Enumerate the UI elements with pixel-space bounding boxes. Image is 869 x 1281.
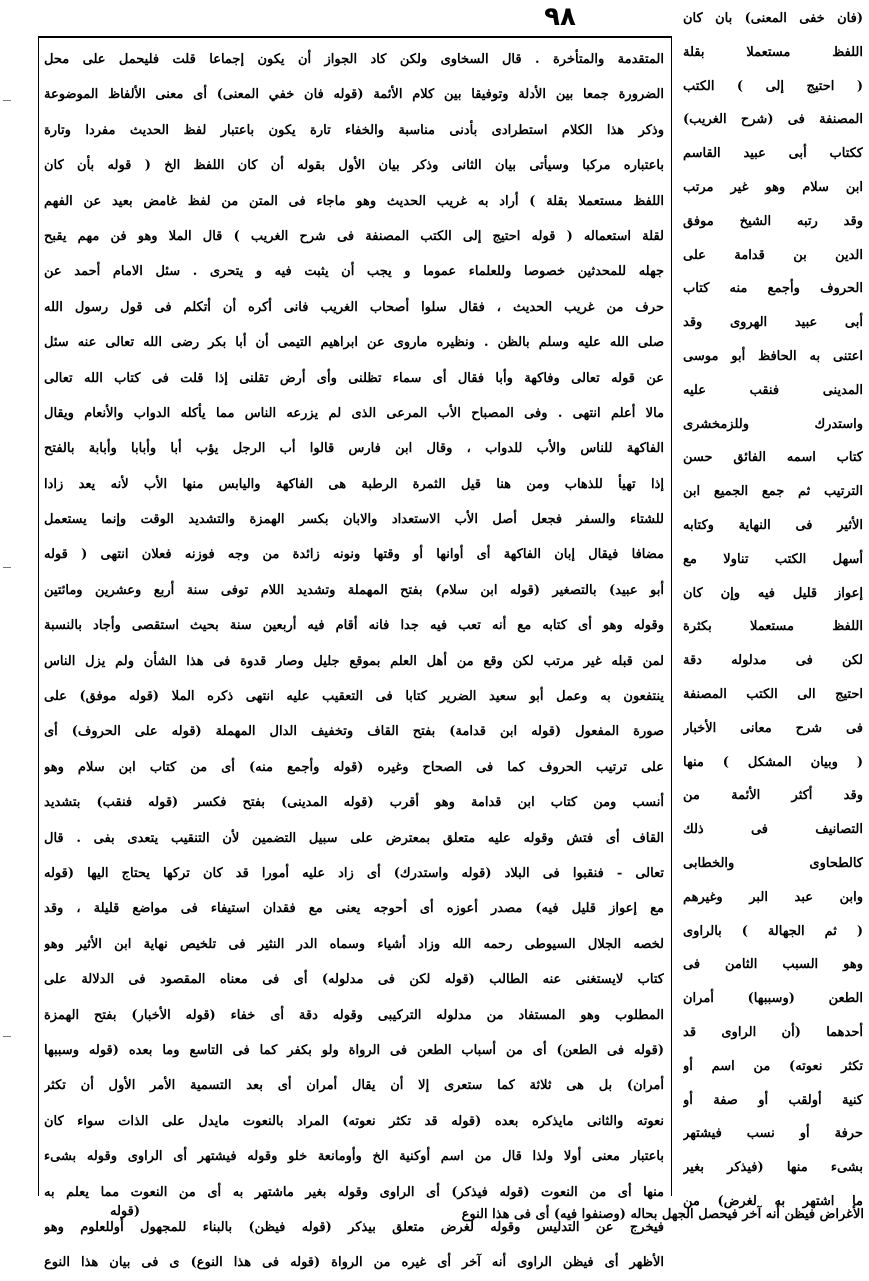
sidebar-line: وابن عبد البر وغيرهم [683, 889, 863, 905]
commentary-line: الأظهر أى فيظن الراوى أنه آخر أى غيره من الرواة (قوله فى هذا النوع) ى فى بيان هذا النوع [44, 1255, 664, 1271]
sidebar-line: ابن سلام وهو غير مرتب [683, 179, 863, 195]
commentary-line: جهله للمحدثين خصوصا وللعلماء عموما و يجب أن يثبت فيه و يتحرى . سئل الامام أحمد عن [44, 264, 664, 280]
commentary-line: صلى الله عليه وسلم بالظن . ونظيره ماروى عن ابراهيم التيمى أن أبا بكر رضى الله تعالى عنه سئل [44, 335, 664, 351]
sidebar-line: أبى عبيد الهروى وقد [683, 315, 863, 331]
commentary-line: للشتاء والسفر فجعل أصل الأب الاستعداد والابان بكسر الهمزة والتشديد الوقت وإنما يستعمل [44, 512, 664, 528]
commentary-line: فيخرج عن التدليس وقوله لغرض متعلق بيذكر (قوله فيظن) بالبناء للمجهول أوللعلوم وهو [44, 1219, 664, 1235]
commentary-line: وقوله وهو أى كتابه مع أنه تعب فيه جدا فانه أقام فيه أربعين سنة بحيث استقصى وأجاد بالنسبة [44, 618, 664, 634]
sidebar-line: كالطحاوى والخطابى [683, 855, 863, 871]
sidebar-line: وقد رتبه الشيخ موفق [683, 213, 863, 229]
sidebar-line: ككتاب أبى عبيد القاسم [683, 146, 863, 162]
sidebar-line: أحدهما (أن الراوى قد [683, 1024, 863, 1040]
commentary-line: لقلة استعماله ( قوله احتيج إلى الكتب المصنفة فى شرح الغريب ) قال الملا وهو فن مهم يقبح [44, 228, 664, 244]
sidebar-line: واستدرك وللزمخشرى [683, 416, 863, 432]
commentary-line: باعتبار معنى أولا ولذا قال من اسم أوكنية الخ وأومانعة خلو وقوله فيشتهر أى الراوى وقوله بشىء [44, 1149, 664, 1165]
commentary-text [44, 42, 664, 1281]
sidebar-line: ما اشتهر به لغرض) من [683, 1193, 863, 1209]
catchword: (قوله [110, 1204, 141, 1219]
sidebar-line: الحروف وأجمع منه كتاب [683, 281, 863, 297]
sidebar-line: كتاب اسمه الفائق حسن [683, 450, 863, 466]
sidebar-line: المدينى فنقب عليه [683, 382, 863, 398]
sidebar-line: ( احتيج إلى ) الكتب [683, 78, 863, 94]
commentary-line: أمران) بل هى ثلاثة كما ستعرى إلا أن يقال أمران أى بعد التسمية الأمر الأول أن تكثر [44, 1078, 664, 1094]
commentary-line: عن قوله تعالى وفاكهة وأبا فقال أى سماء تظلنى وأى أرض تقلنى إذا قلت فى كتاب الله تعالى [44, 370, 664, 386]
commentary-line: حرف من غريب الحديث ، فقال سلوا أصحاب الغريب فانى أكره أن أتكلم فى قول رسول الله [44, 299, 664, 315]
commentary-line: أنسب ومن كتاب ابن قدامة وهو أقرب (قوله المدينى) بفتح فكسر (قوله فنقب) بتشديد [44, 795, 664, 811]
sidebar-line: الترتيب ثم جمع الجميع ابن [683, 484, 863, 500]
sidebar-line: (فان خفى المعنى) بان كان [683, 11, 863, 26]
commentary-line: الضرورة جمعا بين الأدلة وتوفيقا بين كلام الأئمة (قوله فان خفي المعنى) أى معنى الألفاظ الموضوعة [44, 87, 664, 103]
commentary-line: منها أى من النعوت (قوله فيذكر) أى الراوى وقوله بغير ماشتهر به أى من النعوت مما يعلم به [44, 1184, 664, 1200]
commentary-line: القاف أى فتش وقوله عليه متعلق بمعترض على سبيل التضمين لأن التنقيب يتعدى بفى . قال [44, 830, 664, 846]
sidebar-line: فى شرح معانى الأخبار [683, 720, 863, 736]
sidebar-line: الطعن (وسببها) أمران [683, 991, 863, 1007]
commentary-line: مضافا فيقال إبان الفاكهة أى أوانها أو وقتها ونونه زائدة من وجه فوزنه فعلان انتهى ( قوله [44, 547, 664, 563]
commentary-line: على ترتيب الحروف كما فى الصحاح وغيره (قوله وأجمع منه) أى من كتاب ابن سلام وهو [44, 759, 664, 775]
sidebar-line: بشىء منها (فيذكر بغير [683, 1160, 863, 1176]
sidebar-line: الأثير فى النهاية وكتابه [683, 517, 863, 533]
sidebar-line: إعواز قليل فيه وإن كان [683, 585, 863, 601]
commentary-line: تعالى - فنقبوا فى البلاد (قوله واستدرك) أى زاد عليه أمورا قد كان تركها يحتاج اليها (قوله [44, 865, 664, 881]
sidebar-line: اعتنى به الحافظ أبو موسى [683, 348, 863, 364]
commentary-line: لمن قبله غير مرتب لكن وقع من أهل العلم بموقع جليل وصار قدوة فى هذا الشأن ولم يزل الناس [44, 653, 664, 669]
sidebar-line: أسهل الكتب تناولا مع [683, 551, 863, 567]
footer-line: الأغراض فيظن أنه آخر فيحصل الجهل بحاله (وصنفوا فيه) أى فى هذا النوع [461, 1207, 864, 1222]
commentary-line: أبو عبيد) بالتصغير (قوله ابن سلام) بفتح المهملة وتشديد اللام توفى سنة أربع وعشرين ومائتين [44, 582, 664, 598]
commentary-line: صورة المفعول (قوله ابن قدامة) بفتح القاف وتخفيف الدال المهملة (قوله على الحروف) أى [44, 724, 664, 740]
page-number: ٩٨ [544, 2, 576, 32]
commentary-line: اللفظ مستعملا بقلة ) أراد به غريب الحديث وهو ماجاء فى المتن من لفظ غامض بعيد عن الفهم [44, 193, 664, 209]
margin-mark [3, 100, 11, 101]
commentary-line: الفاكهة للناس والأب للدواب ، وقال ابن فارس قالوا أب الرجل يؤب أبا وأبابا وأبابة بالفتح [44, 441, 664, 457]
sidebar-line: اللفظ مستعملا بكثرة [683, 619, 863, 635]
commentary-line: باعتباره مركبا وسيأتى بيان الثانى وذكر بيان الأول بقوله أن كان اللفظ الخ ( قوله بأن كان [44, 158, 664, 174]
sidebar-line: التصانيف فى ذلك [683, 822, 863, 838]
sidebar-line: وقد أكثر الأئمة من [683, 788, 863, 804]
commentary-line: إذا تهيأ للذهاب ومن هنا قيل الثمرة الرطبة هى الفاكهة واليابس منها الأب لأنه يعد زادا [44, 476, 664, 492]
commentary-line: (قوله فى الطعن) أى من أسباب الطعن فى الرواة ولو بكفر كما فى التاسع وما بعده (قوله وسببها [44, 1042, 664, 1058]
sidebar-line: اللفظ مستعملا بقلة [683, 44, 863, 60]
sidebar-line: احتيج الى الكتب المصنفة [683, 686, 863, 702]
commentary-line: مالا أعلم انتهى . وفى المصباح الأب المرعى الذى لم يزرعه الناس مما يأكله الدواب والأنعام ويقال [44, 405, 664, 421]
commentary-line: لخصه الجلال السيوطى رحمه الله وزاد أشياء وسماه الدر النثير فى تلخيص نهاية ابن الأثير وهو [44, 936, 664, 952]
commentary-line: نعوته والثانى مايذكره بعده (قوله قد تكثر نعوته) المراد بالنعوت مايدل على الذات سواء كان [44, 1113, 664, 1129]
sidebar-line: تكثر نعوته) من اسم أو [683, 1058, 863, 1074]
margin-mark [3, 1036, 11, 1037]
sidebar-line: المصنفة فى (شرح الغريب) [683, 112, 863, 128]
matn-sidebar-text [683, 2, 863, 1219]
sidebar-line: الدين بن قدامة على [683, 247, 863, 263]
commentary-line: مع إعواز قليل فيه) مصدر أعوزه أى أحوجه يعنى مع فقدان استيفاء فى مواضع قليلة ، وقد [44, 901, 664, 917]
commentary-line: المطلوب وهو المستفاد من مدلوله التركيبى وقوله دقة أى خفاء (قوله الأخبار) بفتح الهمزة [44, 1007, 664, 1023]
sidebar-line: ( وبيان المشكل ) منها [683, 754, 863, 770]
sidebar-line: ( ثم الجهالة ) بالراوى [683, 923, 863, 939]
commentary-line: وذكر هذا الكلام استطرادى بأدنى مناسبة والخفاء تارة يكون باعتبار لفظ الحديث مفردا وتارة [44, 122, 664, 138]
sidebar-line: لكن فى مدلوله دقة [683, 653, 863, 669]
commentary-line: ينتفعون به وعمل أبو سعيد الضرير كتابا فى التعقيب عليه انتهى ذكره الملا (قوله موفق) على [44, 689, 664, 705]
commentary-line: المتقدمة والمتأخرة . قال السخاوى ولكن كاد الجواز أن يكون إجماعا قلت فليحمل على محل [44, 52, 664, 67]
sidebar-line: كنية أولقب أو صفة أو [683, 1092, 863, 1108]
commentary-line: كتاب لايستغنى عنه الطالب (قوله لكن فى مدلوله) أى فى معناه المقصود فى الدلالة على [44, 972, 664, 988]
sidebar-line: حرفة أو نسب فيشتهر [683, 1126, 863, 1142]
sidebar-line: وهو السبب الثامن فى [683, 957, 863, 973]
margin-mark [3, 567, 11, 568]
